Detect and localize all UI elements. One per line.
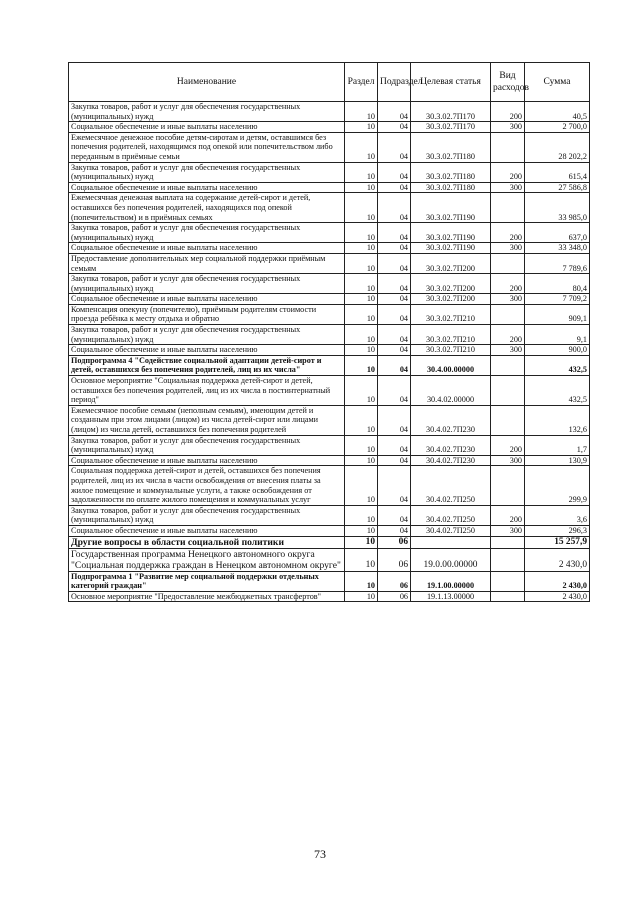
row-type-cell: 200 bbox=[491, 102, 525, 122]
row-sum-cell: 15 257,9 bbox=[525, 536, 590, 548]
table-row bbox=[69, 435, 590, 455]
row-target-cell: 30.4.02.7П250 bbox=[411, 466, 491, 505]
header-section: Раздел bbox=[345, 63, 378, 102]
table-row bbox=[69, 455, 590, 466]
row-subsection-cell: 04 bbox=[378, 122, 411, 133]
row-name-cell: Подпрограмма 4 "Содействие социальной адаптации детей-сирот и детей, оставшихся без попечения родителей, лиц из их числа" bbox=[69, 355, 345, 375]
table-row bbox=[69, 182, 590, 193]
row-target-cell: 30.4.02.7П230 bbox=[411, 455, 491, 466]
row-sum-cell: 900,0 bbox=[525, 345, 590, 356]
row-name-cell: Закупка товаров, работ и услуг для обеспечения государственных (муниципальных) нужд bbox=[69, 274, 345, 294]
row-type-cell: 300 bbox=[491, 455, 525, 466]
row-target-cell: 30.3.02.7П200 bbox=[411, 253, 491, 273]
row-type-cell: 200 bbox=[491, 325, 525, 345]
budget-table-container bbox=[68, 62, 589, 602]
row-sum-cell: 909,1 bbox=[525, 304, 590, 324]
row-name-cell: Социальное обеспечение и иные выплаты населению bbox=[69, 525, 345, 536]
row-name-cell: Социальное обеспечение и иные выплаты населению bbox=[69, 182, 345, 193]
row-subsection-cell: 04 bbox=[378, 525, 411, 536]
row-subsection-cell: 04 bbox=[378, 345, 411, 356]
row-target-cell: 30.4.02.7П230 bbox=[411, 435, 491, 455]
row-name-cell: Закупка товаров, работ и услуг для обеспечения государственных (муниципальных) нужд bbox=[69, 505, 345, 525]
row-sum-cell: 2 430,0 bbox=[525, 571, 590, 591]
row-target-cell: 30.3.02.7П180 bbox=[411, 182, 491, 193]
row-subsection-cell: 04 bbox=[378, 274, 411, 294]
table-header-row bbox=[69, 63, 590, 102]
row-subsection-cell: 06 bbox=[378, 548, 411, 571]
row-section-cell: 10 bbox=[345, 102, 378, 122]
row-section-cell: 10 bbox=[345, 435, 378, 455]
table-row bbox=[69, 345, 590, 356]
row-sum-cell: 7 789,6 bbox=[525, 253, 590, 273]
row-name-cell: Социальное обеспечение и иные выплаты населению bbox=[69, 122, 345, 133]
row-subsection-cell: 04 bbox=[378, 376, 411, 406]
table-row bbox=[69, 102, 590, 122]
row-subsection-cell: 04 bbox=[378, 182, 411, 193]
table-row bbox=[69, 525, 590, 536]
row-name-cell: Другие вопросы в области социальной политики bbox=[69, 536, 345, 548]
row-name-cell: Компенсация опекуну (попечителю), приёмным родителям стоимости проезда ребёнка к месту отдыха и обратно bbox=[69, 304, 345, 324]
row-target-cell: 30.3.02.7П200 bbox=[411, 274, 491, 294]
row-type-cell bbox=[491, 466, 525, 505]
row-name-cell: Закупка товаров, работ и услуг для обеспечения государственных (муниципальных) нужд bbox=[69, 162, 345, 182]
row-subsection-cell: 04 bbox=[378, 102, 411, 122]
row-name-cell: Социальное обеспечение и иные выплаты населению bbox=[69, 243, 345, 254]
header-target: Целевая статья bbox=[411, 63, 491, 102]
row-subsection-cell: 04 bbox=[378, 455, 411, 466]
table-row bbox=[69, 376, 590, 406]
row-section-cell: 10 bbox=[345, 304, 378, 324]
row-sum-cell: 432,5 bbox=[525, 355, 590, 375]
header-type: Вид расходов bbox=[491, 63, 525, 102]
row-subsection-cell: 04 bbox=[378, 435, 411, 455]
row-target-cell: 30.3.02.7П180 bbox=[411, 132, 491, 162]
row-target-cell: 19.0.00.00000 bbox=[411, 548, 491, 571]
row-section-cell: 10 bbox=[345, 376, 378, 406]
row-sum-cell: 28 202,2 bbox=[525, 132, 590, 162]
row-subsection-cell: 04 bbox=[378, 294, 411, 305]
row-name-cell: Предоставление дополнительных мер социальной поддержки приёмным семьям bbox=[69, 253, 345, 273]
row-sum-cell: 33 348,0 bbox=[525, 243, 590, 254]
row-section-cell: 10 bbox=[345, 505, 378, 525]
row-target-cell bbox=[411, 536, 491, 548]
row-section-cell: 10 bbox=[345, 345, 378, 356]
row-subsection-cell: 04 bbox=[378, 162, 411, 182]
row-name-cell: Ежемесячное денежное пособие детям-сиротам и детям, оставшимся без попечения родителей, находящимся под опекой или попечительством либо переданным в приёмные семьи bbox=[69, 132, 345, 162]
row-type-cell: 300 bbox=[491, 182, 525, 193]
row-target-cell: 30.3.02.7П190 bbox=[411, 223, 491, 243]
row-type-cell: 300 bbox=[491, 122, 525, 133]
row-type-cell: 300 bbox=[491, 345, 525, 356]
row-type-cell bbox=[491, 132, 525, 162]
row-subsection-cell: 04 bbox=[378, 253, 411, 273]
table-row bbox=[69, 162, 590, 182]
row-name-cell: Закупка товаров, работ и услуг для обеспечения государственных (муниципальных) нужд bbox=[69, 325, 345, 345]
row-sum-cell: 296,3 bbox=[525, 525, 590, 536]
table-row bbox=[69, 274, 590, 294]
table-row bbox=[69, 243, 590, 254]
row-section-cell: 10 bbox=[345, 253, 378, 273]
row-type-cell bbox=[491, 376, 525, 406]
row-subsection-cell: 04 bbox=[378, 223, 411, 243]
row-target-cell: 30.3.02.7П170 bbox=[411, 102, 491, 122]
row-sum-cell: 3,6 bbox=[525, 505, 590, 525]
row-target-cell: 30.3.02.7П180 bbox=[411, 162, 491, 182]
row-subsection-cell: 04 bbox=[378, 304, 411, 324]
row-sum-cell: 615,4 bbox=[525, 162, 590, 182]
row-target-cell: 30.3.02.7П170 bbox=[411, 122, 491, 133]
row-subsection-cell: 06 bbox=[378, 536, 411, 548]
table-row bbox=[69, 536, 590, 548]
row-type-cell bbox=[491, 405, 525, 435]
row-target-cell: 30.3.02.7П190 bbox=[411, 243, 491, 254]
row-target-cell: 19.1.13.00000 bbox=[411, 591, 491, 602]
table-row bbox=[69, 505, 590, 525]
row-section-cell: 10 bbox=[345, 274, 378, 294]
row-type-cell bbox=[491, 193, 525, 223]
row-section-cell: 10 bbox=[345, 243, 378, 254]
row-section-cell: 10 bbox=[345, 405, 378, 435]
table-row bbox=[69, 132, 590, 162]
table-body bbox=[69, 102, 590, 602]
row-name-cell: Социальное обеспечение и иные выплаты населению bbox=[69, 455, 345, 466]
row-sum-cell: 7 709,2 bbox=[525, 294, 590, 305]
row-sum-cell: 33 985,0 bbox=[525, 193, 590, 223]
row-section-cell: 10 bbox=[345, 466, 378, 505]
row-subsection-cell: 04 bbox=[378, 466, 411, 505]
row-subsection-cell: 04 bbox=[378, 355, 411, 375]
table-row bbox=[69, 548, 590, 571]
table-row bbox=[69, 466, 590, 505]
table-row bbox=[69, 355, 590, 375]
header-name: Наименование bbox=[69, 63, 345, 102]
row-subsection-cell: 04 bbox=[378, 325, 411, 345]
table-row bbox=[69, 571, 590, 591]
row-sum-cell: 9,1 bbox=[525, 325, 590, 345]
table-row bbox=[69, 122, 590, 133]
row-sum-cell: 637,0 bbox=[525, 223, 590, 243]
row-type-cell: 200 bbox=[491, 505, 525, 525]
row-type-cell: 300 bbox=[491, 243, 525, 254]
row-name-cell: Закупка товаров, работ и услуг для обеспечения государственных (муниципальных) нужд bbox=[69, 435, 345, 455]
row-target-cell: 30.3.02.7П200 bbox=[411, 294, 491, 305]
row-type-cell: 300 bbox=[491, 525, 525, 536]
row-type-cell: 300 bbox=[491, 294, 525, 305]
row-section-cell: 10 bbox=[345, 162, 378, 182]
row-target-cell: 30.4.02.7П250 bbox=[411, 525, 491, 536]
row-section-cell: 10 bbox=[345, 548, 378, 571]
row-type-cell: 200 bbox=[491, 223, 525, 243]
row-target-cell: 30.3.02.7П190 bbox=[411, 193, 491, 223]
row-name-cell: Закупка товаров, работ и услуг для обеспечения государственных (муниципальных) нужд bbox=[69, 102, 345, 122]
header-sum: Сумма bbox=[525, 63, 590, 102]
row-section-cell: 10 bbox=[345, 536, 378, 548]
row-name-cell: Основное мероприятие "Социальная поддержка детей-сирот и детей, оставшихся без попечения родителей, лиц из их числа в постинтернатный период" bbox=[69, 376, 345, 406]
row-subsection-cell: 06 bbox=[378, 591, 411, 602]
row-subsection-cell: 04 bbox=[378, 193, 411, 223]
row-section-cell: 10 bbox=[345, 223, 378, 243]
row-sum-cell: 130,9 bbox=[525, 455, 590, 466]
row-name-cell: Закупка товаров, работ и услуг для обеспечения государственных (муниципальных) нужд bbox=[69, 223, 345, 243]
row-section-cell: 10 bbox=[345, 193, 378, 223]
row-target-cell: 30.3.02.7П210 bbox=[411, 304, 491, 324]
row-target-cell: 30.4.02.7П250 bbox=[411, 505, 491, 525]
row-sum-cell: 432,5 bbox=[525, 376, 590, 406]
row-sum-cell: 1,7 bbox=[525, 435, 590, 455]
row-sum-cell: 80,4 bbox=[525, 274, 590, 294]
row-section-cell: 10 bbox=[345, 294, 378, 305]
table-row bbox=[69, 405, 590, 435]
row-name-cell: Государственная программа Ненецкого автономного округа "Социальная поддержка граждан в Ненецком автономном округе" bbox=[69, 548, 345, 571]
row-type-cell bbox=[491, 536, 525, 548]
row-section-cell: 10 bbox=[345, 132, 378, 162]
row-target-cell: 30.4.02.00000 bbox=[411, 376, 491, 406]
row-subsection-cell: 06 bbox=[378, 571, 411, 591]
page-number: 73 bbox=[314, 847, 326, 861]
row-type-cell bbox=[491, 571, 525, 591]
row-type-cell bbox=[491, 591, 525, 602]
row-sum-cell: 132,6 bbox=[525, 405, 590, 435]
row-name-cell: Ежемесячное пособие семьям (неполным семьям), имеющим детей и созданным при этом лицами (лицом) из числа детей-сирот или лицами (лицом) из числа детей, оставшихся без попечения родителей bbox=[69, 405, 345, 435]
row-section-cell: 10 bbox=[345, 591, 378, 602]
budget-table bbox=[68, 62, 590, 602]
table-row bbox=[69, 253, 590, 273]
row-target-cell: 30.4.02.7П230 bbox=[411, 405, 491, 435]
table-row bbox=[69, 304, 590, 324]
row-subsection-cell: 04 bbox=[378, 243, 411, 254]
row-section-cell: 10 bbox=[345, 182, 378, 193]
row-sum-cell: 2 430,0 bbox=[525, 548, 590, 571]
row-subsection-cell: 04 bbox=[378, 505, 411, 525]
row-section-cell: 10 bbox=[345, 122, 378, 133]
row-section-cell: 10 bbox=[345, 455, 378, 466]
row-subsection-cell: 04 bbox=[378, 132, 411, 162]
table-row bbox=[69, 325, 590, 345]
row-section-cell: 10 bbox=[345, 525, 378, 536]
row-section-cell: 10 bbox=[345, 325, 378, 345]
row-sum-cell: 299,9 bbox=[525, 466, 590, 505]
row-sum-cell: 27 586,8 bbox=[525, 182, 590, 193]
row-section-cell: 10 bbox=[345, 355, 378, 375]
row-type-cell bbox=[491, 548, 525, 571]
row-target-cell: 30.4.00.00000 bbox=[411, 355, 491, 375]
row-target-cell: 19.1.00.00000 bbox=[411, 571, 491, 591]
row-name-cell: Подпрограмма 1 "Развитие мер социальной поддержки отдельных категорий граждан" bbox=[69, 571, 345, 591]
table-row bbox=[69, 223, 590, 243]
row-section-cell: 10 bbox=[345, 571, 378, 591]
header-subsection: Подраздел bbox=[378, 63, 411, 102]
row-name-cell: Социальное обеспечение и иные выплаты населению bbox=[69, 294, 345, 305]
row-sum-cell: 2 700,0 bbox=[525, 122, 590, 133]
table-row bbox=[69, 294, 590, 305]
row-type-cell: 200 bbox=[491, 274, 525, 294]
row-name-cell: Основное мероприятие "Предоставление межбюджетных трансфертов" bbox=[69, 591, 345, 602]
row-sum-cell: 40,5 bbox=[525, 102, 590, 122]
row-name-cell: Социальное обеспечение и иные выплаты населению bbox=[69, 345, 345, 356]
row-sum-cell: 2 430,0 bbox=[525, 591, 590, 602]
row-subsection-cell: 04 bbox=[378, 405, 411, 435]
row-name-cell: Социальная поддержка детей-сирот и детей, оставшихся без попечения родителей, лиц из их числа в части освобождения от внесения платы за жилое помещение и коммунальные услуги, а также освобождения от задолженности по оплате жилого помещения и коммунальных услуг bbox=[69, 466, 345, 505]
table-row bbox=[69, 591, 590, 602]
row-name-cell: Ежемесячная денежная выплата на содержание детей-сирот и детей, оставшихся без попечения родителей, находящихся под опекой (попечительством) и в приёмных семьях bbox=[69, 193, 345, 223]
row-target-cell: 30.3.02.7П210 bbox=[411, 345, 491, 356]
row-target-cell: 30.3.02.7П210 bbox=[411, 325, 491, 345]
row-type-cell bbox=[491, 304, 525, 324]
row-type-cell: 200 bbox=[491, 162, 525, 182]
row-type-cell: 200 bbox=[491, 435, 525, 455]
table-row bbox=[69, 193, 590, 223]
row-type-cell bbox=[491, 253, 525, 273]
row-type-cell bbox=[491, 355, 525, 375]
